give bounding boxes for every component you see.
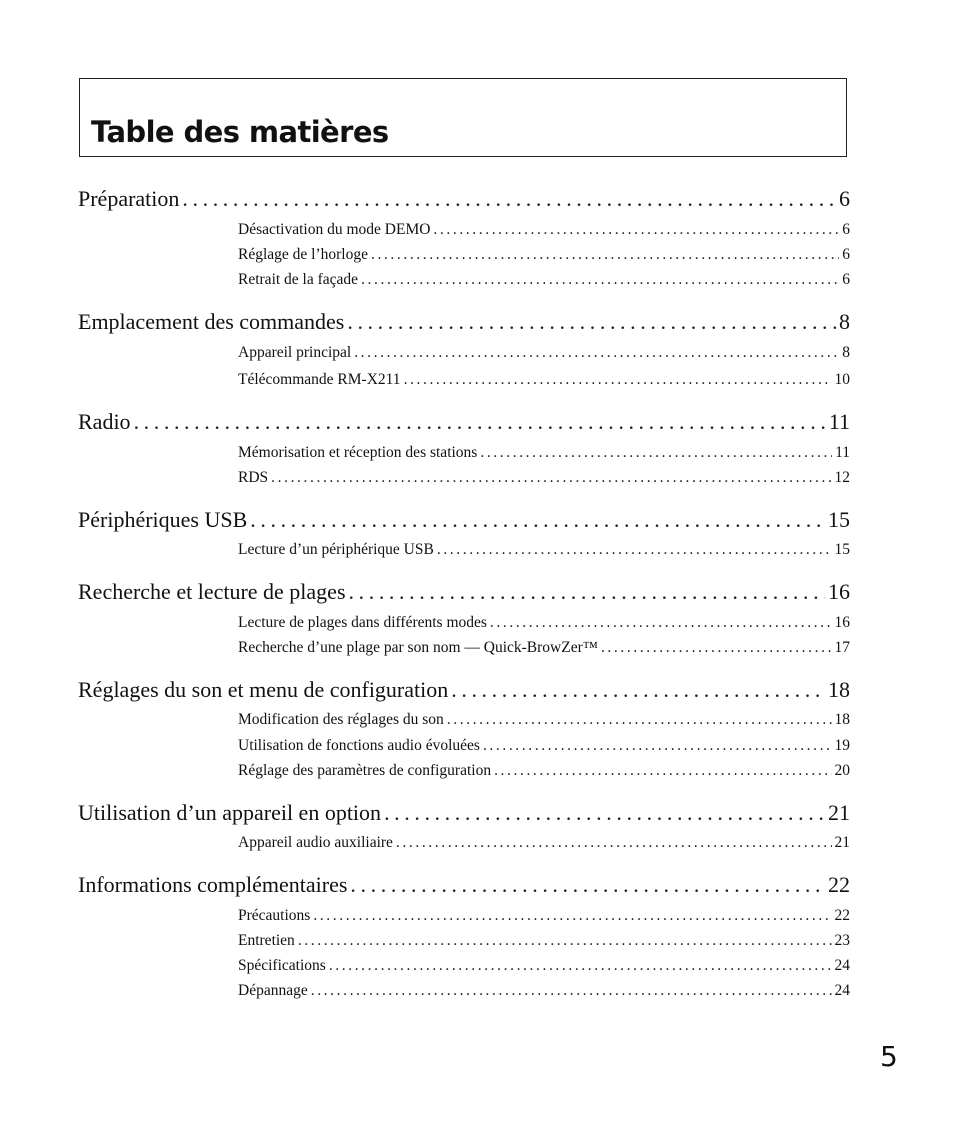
dot-leader <box>451 677 825 703</box>
toc-item[interactable] <box>238 711 850 733</box>
dot-leader <box>271 469 831 487</box>
dot-leader <box>404 371 832 389</box>
toc-item-label: Précautions <box>238 907 311 924</box>
toc-item-label: Utilisation de fonctions audio évoluées <box>238 737 480 754</box>
dot-leader <box>182 186 836 212</box>
toc-page-number: 6 <box>842 246 850 263</box>
toc-section-radio[interactable] <box>78 409 850 439</box>
toc-section-reglages-du-son[interactable] <box>78 677 850 707</box>
dot-leader <box>384 800 825 826</box>
dot-leader <box>250 507 825 533</box>
toc-page-number: 6 <box>839 186 850 211</box>
toc-page-number: 6 <box>842 221 850 238</box>
toc-section-label: Réglages du son et menu de configuration <box>78 677 449 702</box>
toc-item[interactable] <box>238 762 850 784</box>
toc-page-number: 18 <box>834 711 850 728</box>
dot-leader <box>433 221 839 239</box>
dot-leader <box>371 246 839 264</box>
toc-item[interactable] <box>238 271 850 293</box>
toc-item-label: Entretien <box>238 932 295 949</box>
dot-leader <box>313 907 831 925</box>
dot-leader <box>311 982 832 1000</box>
dot-leader <box>601 639 832 657</box>
toc-page-number: 20 <box>834 762 850 779</box>
dot-leader <box>490 614 832 632</box>
toc-page-number: 24 <box>834 982 850 999</box>
toc-item-label: Recherche d’une plage par son nom — Quick-BrowZer™ <box>238 639 598 656</box>
toc-item[interactable] <box>238 469 850 491</box>
toc-page-number: 6 <box>842 271 850 288</box>
dot-leader <box>437 541 832 559</box>
toc-page-number: 18 <box>828 677 850 702</box>
toc-item-label: Appareil principal <box>238 344 352 361</box>
toc-section-utilisation-appareil-option[interactable] <box>78 800 850 830</box>
page-number: 5 <box>880 1040 898 1073</box>
toc-page-number: 23 <box>834 932 850 949</box>
toc-section-informations-complementaires[interactable] <box>78 872 850 902</box>
dot-leader <box>347 309 836 335</box>
toc-item[interactable] <box>238 246 850 268</box>
toc-item-label: Retrait de la façade <box>238 271 359 288</box>
dot-leader <box>396 834 832 852</box>
dot-leader <box>329 957 832 975</box>
toc-page-number: 22 <box>834 907 850 924</box>
dot-leader <box>447 711 832 729</box>
toc-section-emplacement-des-commandes[interactable] <box>78 309 850 339</box>
toc-item[interactable] <box>238 371 850 393</box>
toc-item-label: Désactivation du mode DEMO <box>238 221 431 238</box>
toc-page-number: 16 <box>828 579 850 604</box>
toc-page-number: 11 <box>835 444 850 461</box>
toc-page-number: 19 <box>834 737 850 754</box>
toc-item[interactable] <box>238 344 850 366</box>
toc-item-label: Télécommande RM-X211 <box>238 371 401 388</box>
dot-leader <box>354 344 839 362</box>
toc-page-number: 21 <box>828 800 850 825</box>
toc-item-label: Mémorisation et réception des stations <box>238 444 478 461</box>
toc-page-number: 10 <box>834 371 850 388</box>
dot-leader <box>480 444 832 462</box>
toc-item[interactable] <box>238 614 850 636</box>
dot-leader <box>349 579 825 605</box>
toc-item[interactable] <box>238 932 850 954</box>
dot-leader <box>494 762 831 780</box>
dot-leader <box>134 409 826 435</box>
toc-item[interactable] <box>238 957 850 979</box>
toc-page-number: 24 <box>834 957 850 974</box>
toc-item-label: Réglage des paramètres de configuration <box>238 762 492 779</box>
toc-item-label: Dépannage <box>238 982 308 999</box>
toc-item[interactable] <box>238 834 850 856</box>
toc-item-label: RDS <box>238 469 269 486</box>
dot-leader <box>298 932 832 950</box>
toc-item[interactable] <box>238 221 850 243</box>
toc-section-recherche-et-lecture[interactable] <box>78 579 850 609</box>
toc-item[interactable] <box>238 982 850 1004</box>
toc-section-label: Informations complémentaires <box>78 872 348 897</box>
toc-page-number: 8 <box>839 309 850 334</box>
toc-item[interactable] <box>238 639 850 661</box>
page-title: Table des matières <box>91 115 389 149</box>
toc-page-number: 15 <box>834 541 850 558</box>
toc-section-label: Préparation <box>78 186 180 211</box>
toc-page-number: 21 <box>834 834 850 851</box>
toc-item-label: Réglage de l’horloge <box>238 246 368 263</box>
toc-page-number: 16 <box>834 614 850 631</box>
toc-section-label: Utilisation d’un appareil en option <box>78 800 382 825</box>
dot-leader <box>361 271 839 289</box>
toc-item[interactable] <box>238 444 850 466</box>
toc-item-label: Lecture d’un périphérique USB <box>238 541 434 558</box>
toc-page-number: 17 <box>834 639 850 656</box>
toc-section-peripheriques-usb[interactable] <box>78 507 850 537</box>
toc-item[interactable] <box>238 541 850 563</box>
toc-item-label: Modification des réglages du son <box>238 711 444 728</box>
toc-section-label: Périphériques USB <box>78 507 248 532</box>
dot-leader <box>483 737 832 755</box>
toc-item-label: Appareil audio auxiliaire <box>238 834 393 851</box>
toc-page-number: 8 <box>842 344 850 361</box>
toc-section-label: Emplacement des commandes <box>78 309 345 334</box>
toc-section-preparation[interactable] <box>78 186 850 216</box>
toc-page-number: 11 <box>828 409 850 434</box>
toc-item[interactable] <box>238 907 850 929</box>
toc-item[interactable] <box>238 737 850 759</box>
dot-leader <box>350 872 825 898</box>
toc-page-number: 15 <box>828 507 850 532</box>
toc-page-number: 22 <box>828 872 850 897</box>
toc-section-label: Recherche et lecture de plages <box>78 579 346 604</box>
toc-item-label: Spécifications <box>238 957 326 974</box>
toc-item-label: Lecture de plages dans différents modes <box>238 614 487 631</box>
toc-section-label: Radio <box>78 409 131 434</box>
toc-page-number: 12 <box>834 469 850 486</box>
